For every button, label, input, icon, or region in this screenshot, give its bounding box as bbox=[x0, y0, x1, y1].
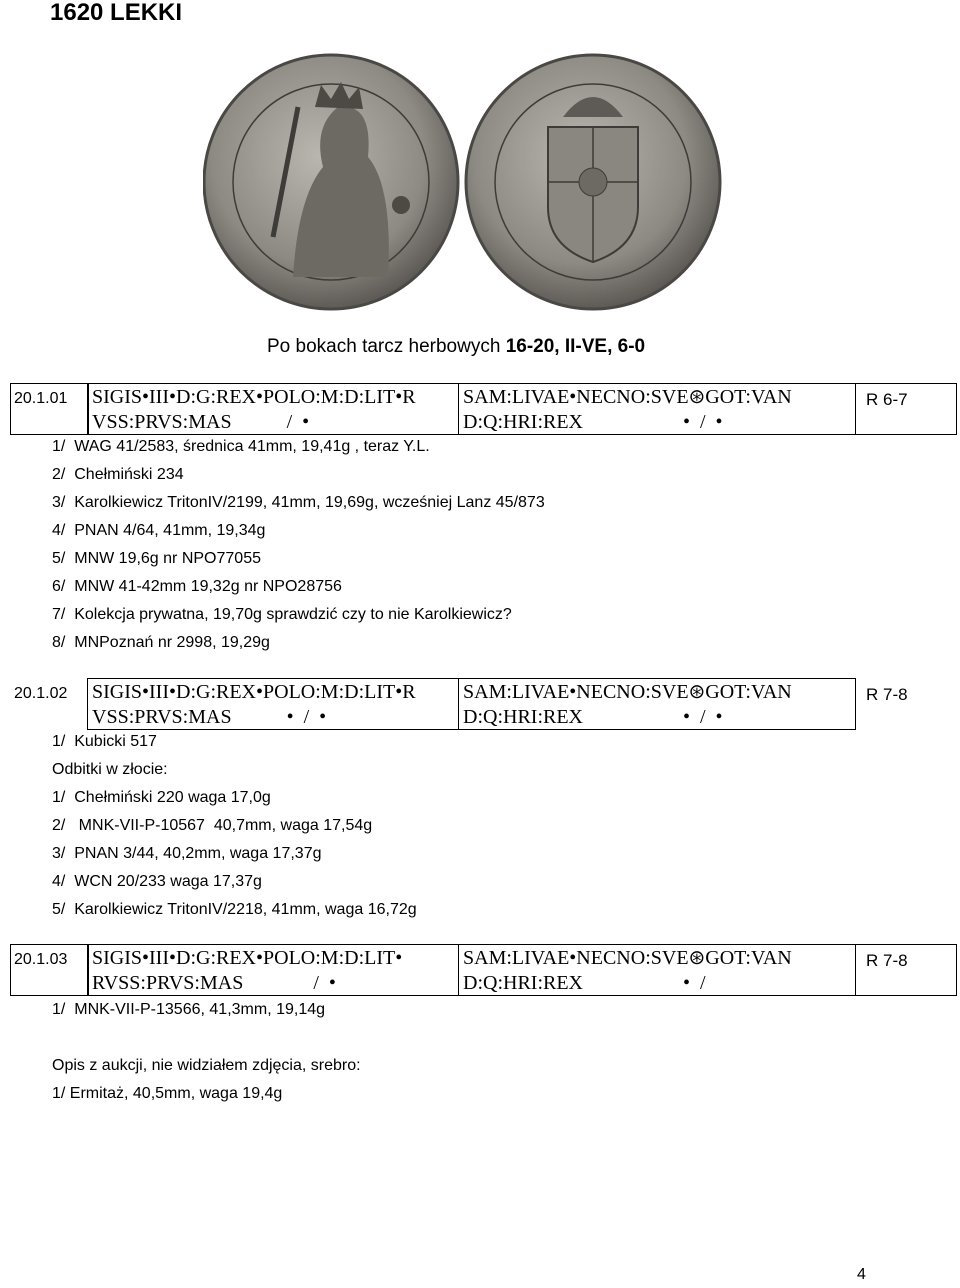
reverse-line-2: D:Q:HRI:REX • / bbox=[463, 972, 706, 994]
entry-id: 20.1.02 bbox=[14, 685, 68, 702]
provenance-list bbox=[10, 996, 957, 1108]
catalog-entry bbox=[10, 944, 957, 1108]
list-item: 2/ Chełmiński 234 bbox=[52, 466, 184, 483]
list-item: 5/ Karolkiewicz TritonIV/2218, 41mm, waga 16,72g bbox=[52, 901, 417, 918]
list-item: 4/ PNAN 4/64, 41mm, 19,34g bbox=[52, 522, 266, 539]
reverse-legend bbox=[458, 678, 856, 730]
list-item: 5/ MNW 19,6g nr NPO77055 bbox=[52, 550, 261, 567]
list-item: 1/ Chełmiński 220 waga 17,0g bbox=[52, 789, 271, 806]
entry-id: 20.1.03 bbox=[10, 944, 89, 996]
reverse-line-1: SAM:LIVAE•NECNO:SVE⊛GOT:VAN bbox=[463, 386, 792, 408]
obverse-line-2: RVSS:PRVS:MAS / • bbox=[92, 972, 336, 994]
reverse-legend bbox=[458, 383, 856, 435]
rarity: R 7-8 bbox=[855, 944, 957, 996]
obverse-line-2: VSS:PRVS:MAS / • bbox=[92, 411, 310, 433]
entry-id: 20.1.01 bbox=[10, 383, 89, 435]
obverse-line-2: VSS:PRVS:MAS • / • bbox=[92, 706, 327, 728]
list-item: 1/ Ermitaż, 40,5mm, waga 19,4g bbox=[52, 1085, 283, 1102]
coin-photos bbox=[203, 47, 723, 317]
list-item: 1/ WAG 41/2583, średnica 41mm, 19,41g , teraz Y.L. bbox=[52, 438, 430, 455]
list-item: 2/ MNK-VII-P-10567 40,7mm, waga 17,54g bbox=[52, 817, 373, 834]
coat-of-arms-caption bbox=[267, 336, 645, 358]
reverse-line-2: D:Q:HRI:REX • / • bbox=[463, 706, 723, 728]
obverse-legend bbox=[87, 944, 459, 996]
reverse-coin-image bbox=[466, 55, 720, 309]
page-title: 1620 LEKKI bbox=[50, 0, 183, 26]
page-number: 4 bbox=[857, 1266, 866, 1283]
reverse-line-1: SAM:LIVAE•NECNO:SVE⊛GOT:VAN bbox=[463, 681, 792, 703]
obverse-legend bbox=[87, 383, 459, 435]
rarity: R 7-8 bbox=[866, 685, 908, 704]
caption-text: Po bokach tarcz herbowych bbox=[267, 336, 506, 357]
list-item: Opis z aukcji, nie widziałem zdjęcia, srebro: bbox=[52, 1057, 361, 1074]
list-item: 4/ WCN 20/233 waga 17,37g bbox=[52, 873, 262, 890]
reverse-legend bbox=[458, 944, 856, 996]
list-item: Odbitki w złocie: bbox=[52, 761, 168, 778]
list-item: 6/ MNW 41-42mm 19,32g nr NPO28756 bbox=[52, 578, 342, 595]
obverse-coin-image bbox=[204, 55, 458, 309]
catalog-entry bbox=[10, 678, 957, 924]
list-item: 8/ MNPoznań nr 2998, 19,29g bbox=[52, 634, 270, 651]
reverse-line-1: SAM:LIVAE•NECNO:SVE⊛GOT:VAN bbox=[463, 947, 792, 969]
obverse-legend bbox=[87, 678, 459, 730]
list-item: 3/ Karolkiewicz TritonIV/2199, 41mm, 19,69g, wcześniej Lanz 45/873 bbox=[52, 494, 545, 511]
list-item: 1/ MNK-VII-P-13566, 41,3mm, 19,14g bbox=[52, 1001, 326, 1018]
provenance-list bbox=[10, 728, 957, 924]
list-item: 3/ PNAN 3/44, 40,2mm, waga 17,37g bbox=[52, 845, 322, 862]
caption-bold: 16-20, II-VE, 6-0 bbox=[505, 336, 646, 357]
list-item bbox=[52, 1024, 957, 1052]
catalog-entry bbox=[10, 383, 957, 657]
obverse-line-1: SIGIS•III•D:G:REX•POLO:M:D:LIT• bbox=[92, 947, 403, 969]
list-item: 1/ Kubicki 517 bbox=[52, 733, 157, 750]
obverse-line-1: SIGIS•III•D:G:REX•POLO:M:D:LIT•R bbox=[92, 386, 416, 408]
rarity: R 6-7 bbox=[855, 383, 957, 435]
provenance-list bbox=[10, 433, 957, 657]
obverse-line-1: SIGIS•III•D:G:REX•POLO:M:D:LIT•R bbox=[92, 681, 416, 703]
list-item: 7/ Kolekcja prywatna, 19,70g sprawdzić czy to nie Karolkiewicz? bbox=[52, 606, 512, 623]
reverse-line-2: D:Q:HRI:REX • / • bbox=[463, 411, 723, 433]
